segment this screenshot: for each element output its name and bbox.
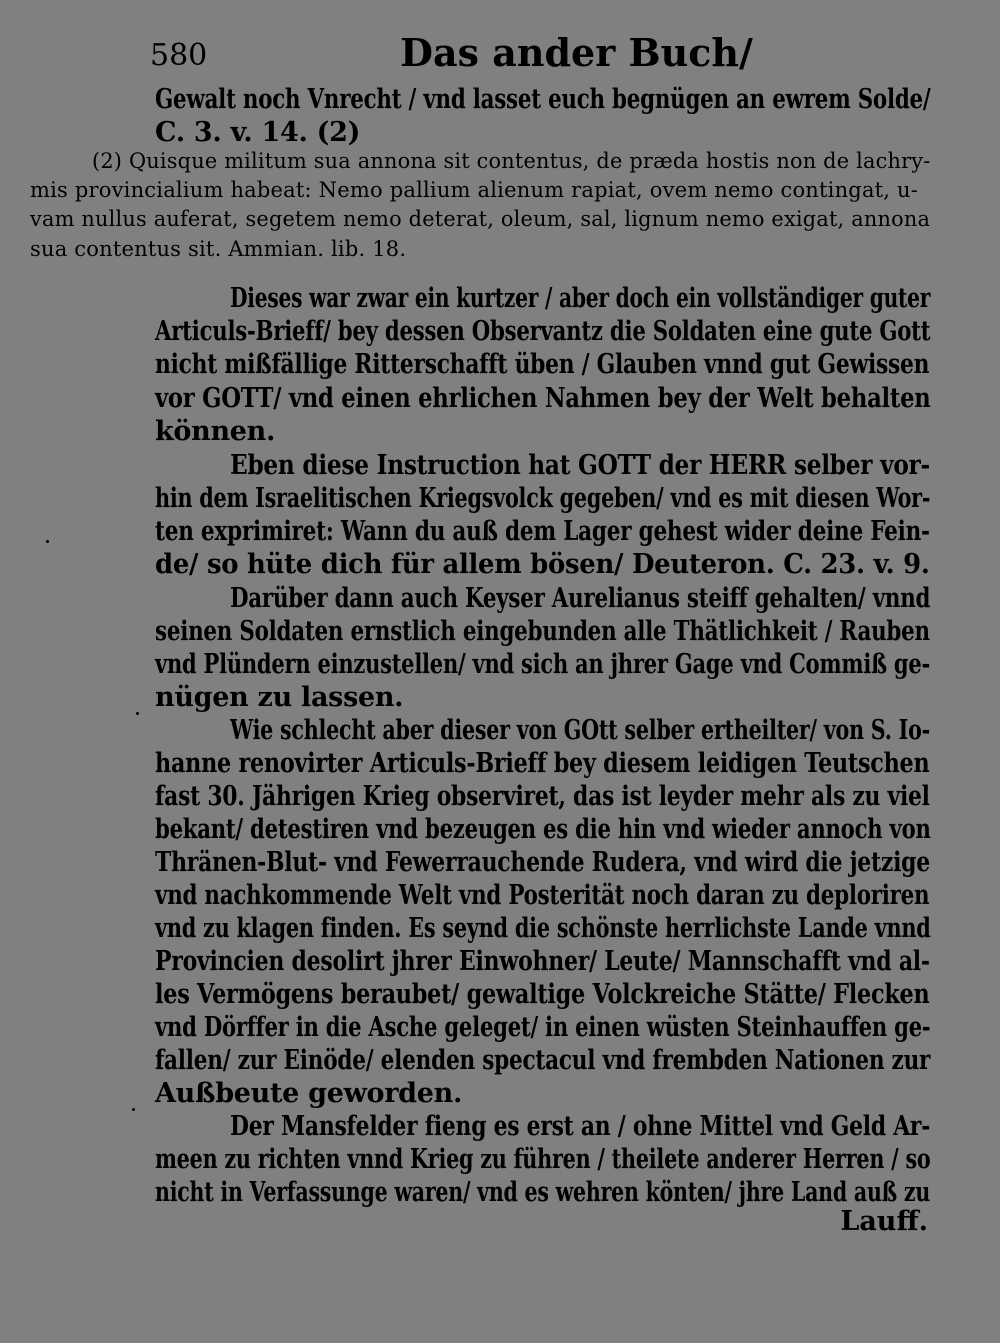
text-line: Darüber dann auch Keyser Aurelianus steiff gehalten/ vnnd: [230, 583, 931, 614]
text-line: hin dem Israelitischen Kriegsvolck gegeben/ vnd es mit diesen Wor-: [155, 483, 931, 514]
footnote-line: mis provincialium habeat: Nemo pallium alienum rapiat, ovem nemo contingat, u-: [30, 178, 919, 202]
page-number: 580: [150, 38, 208, 73]
text-line: Wie schlecht aber dieser von GOtt selber ertheilter/ von S. Io-: [230, 715, 930, 746]
text-line: vnd nachkommende Welt vnd Posterität noch daran zu deploriren: [155, 880, 930, 911]
text-line: Dieses war zwar ein kurtzer / aber doch ein vollständiger guter: [230, 283, 931, 314]
text-line: fallen/ zur Einöde/ elenden spectacul vnd frembden Nationen zur: [155, 1045, 931, 1076]
text-line: fast 30. Jährigen Krieg observiret, das ist leyder mehr als zu viel: [155, 781, 930, 812]
page-header: [150, 30, 930, 80]
text-line: Provincien desolirt jhrer Einwohner/ Leute/ Mannschafft vnd al-: [155, 946, 930, 977]
text-line: Thränen-Blut- vnd Fewerrauchende Rudera, vnd wird die jetzige: [155, 847, 930, 878]
text-line: können.: [155, 416, 276, 447]
text-line: hanne renovirter Articuls-Brieff bey diesem leidigen Teutschen: [155, 748, 930, 779]
ink-speck: [46, 540, 49, 543]
text-line: ten exprimiret: Wann du auß dem Lager gehest wider deine Fein-: [155, 516, 930, 547]
text-line: C. 3. v. 14. (2): [155, 117, 361, 148]
text-line: nicht in Verfassunge waren/ vnd es wehren könten/ jhre Land auß zu: [155, 1177, 931, 1208]
text-line: Gewalt noch Vnrecht / vnd lasset euch begnügen an ewrem Solde/: [155, 84, 931, 115]
text-line: bekant/ detestiren vnd bezeugen es die hin vnd wieder annoch von: [155, 814, 931, 845]
text-line: vnd zu klagen finden. Es seynd die schönste herrlichste Lande vnnd: [155, 913, 931, 944]
text-line: nügen zu lassen.: [155, 682, 404, 713]
footnote-line: vam nullus auferat, segetem nemo deterat, oleum, sal, lignum nemo exigat, annona: [30, 207, 931, 231]
text-line: Eben diese Instruction hat GOTT der HERR selber vor-: [230, 450, 930, 481]
catchword: Lauff.: [840, 1206, 928, 1237]
text-line: de/ so hüte dich für allem bösen/ Deuteron. C. 23. v. 9.: [155, 549, 930, 580]
text-line: meen zu richten vnnd Krieg zu führen / theilete anderer Herren / so: [155, 1144, 931, 1175]
text-line: Außbeute geworden.: [155, 1078, 463, 1109]
ink-speck: [132, 1108, 135, 1111]
footnote-line: sua contentus sit. Ammian. lib. 18.: [30, 237, 407, 261]
text-line: vnd Plündern einzustellen/ vnd sich an jhrer Gage vnd Commiß ge-: [155, 649, 931, 680]
text-line: vor GOTT/ vnd einen ehrlichen Nahmen bey der Welt behalten: [155, 383, 931, 414]
text-line: seinen Soldaten ernstlich eingebunden alle Thätlichkeit / Rauben: [155, 616, 930, 647]
text-line: vnd Dörffer in die Asche geleget/ in einen wüsten Steinhauffen ge-: [155, 1012, 931, 1043]
text-line: les Vermögens beraubet/ gewaltige Volckreiche Stätte/ Flecken: [155, 979, 930, 1010]
running-title: Das ander Buch/: [400, 30, 753, 75]
ink-speck: [136, 712, 139, 715]
text-line: Der Mansfelder fieng es erst an / ohne Mittel vnd Geld Ar-: [230, 1111, 931, 1142]
text-line: nicht mißfällige Ritterschafft üben / Glauben vnnd gut Gewissen: [155, 349, 930, 380]
footnote-line: (2) Quisque militum sua annona sit contentus, de præda hostis non de lachry-: [92, 149, 931, 173]
text-line: Articuls-Brieff/ bey dessen Observantz die Soldaten eine gute Gott: [155, 316, 931, 347]
